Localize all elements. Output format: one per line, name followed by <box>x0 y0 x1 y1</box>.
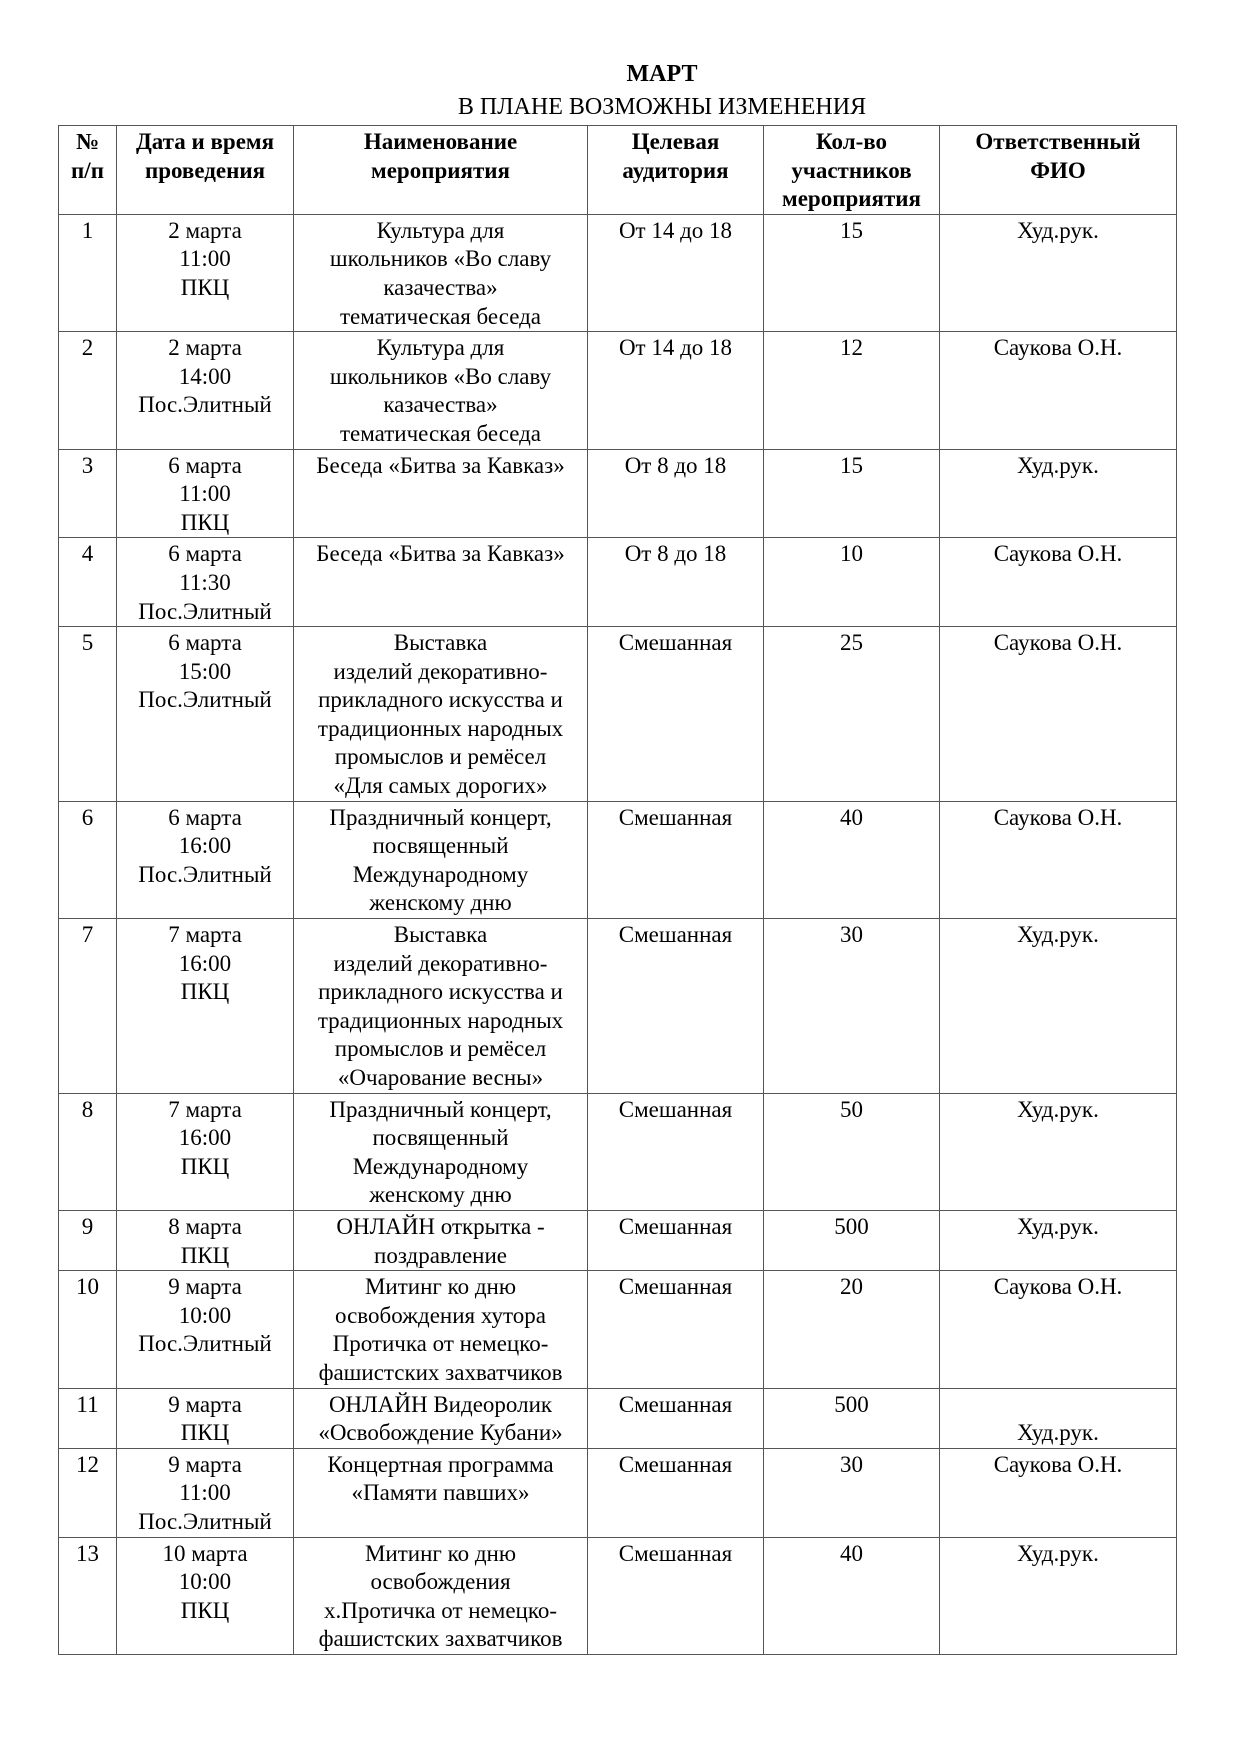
cell-number: 9 <box>59 1210 117 1270</box>
header-event-name: Наименование мероприятия <box>294 126 588 215</box>
cell-responsible: Худ.рук. <box>940 1388 1177 1448</box>
cell-responsible: Саукова О.Н. <box>940 1448 1177 1537</box>
cell-participants: 15 <box>764 214 940 331</box>
cell-date-time: 6 марта 15:00 Пос.Элитный <box>117 627 294 802</box>
cell-audience: От 14 до 18 <box>588 214 764 331</box>
cell-date-time: 8 марта ПКЦ <box>117 1210 294 1270</box>
cell-participants: 10 <box>764 538 940 627</box>
cell-responsible: Саукова О.Н. <box>940 1271 1177 1388</box>
table-row <box>59 1271 1177 1388</box>
cell-audience: Смешанная <box>588 1210 764 1270</box>
cell-event-name: Выставка изделий декоративно- прикладного искусства и традиционных народных промыслов и ремёсел «Очарование весны» <box>294 919 588 1094</box>
cell-event-name: Беседа «Битва за Кавказ» <box>294 449 588 538</box>
cell-number: 5 <box>59 627 117 802</box>
cell-responsible: Худ.рук. <box>940 449 1177 538</box>
cell-event-name: Праздничный концерт, посвященный Международному женскому дню <box>294 1093 588 1210</box>
cell-audience: Смешанная <box>588 1388 764 1448</box>
cell-responsible: Саукова О.Н. <box>940 538 1177 627</box>
cell-number: 7 <box>59 919 117 1094</box>
cell-responsible: Саукова О.Н. <box>940 332 1177 449</box>
cell-number: 1 <box>59 214 117 331</box>
cell-responsible: Худ.рук. <box>940 919 1177 1094</box>
cell-responsible: Худ.рук. <box>940 1093 1177 1210</box>
cell-event-name: Концертная программа «Памяти павших» <box>294 1448 588 1537</box>
cell-date-time: 6 марта 11:00 ПКЦ <box>117 449 294 538</box>
cell-number: 2 <box>59 332 117 449</box>
cell-event-name: Выставка изделий декоративно- прикладного искусства и традиционных народных промыслов и ремёсел «Для самых дорогих» <box>294 627 588 802</box>
cell-number: 11 <box>59 1388 117 1448</box>
table-row <box>59 801 1177 918</box>
cell-participants: 40 <box>764 801 940 918</box>
cell-date-time: 7 марта 16:00 ПКЦ <box>117 1093 294 1210</box>
cell-audience: Смешанная <box>588 1271 764 1388</box>
cell-audience: Смешанная <box>588 919 764 1094</box>
cell-date-time: 2 марта 14:00 Пос.Элитный <box>117 332 294 449</box>
cell-number: 4 <box>59 538 117 627</box>
cell-participants: 500 <box>764 1388 940 1448</box>
table-row <box>59 1448 1177 1537</box>
header-participants: Кол-во участников мероприятия <box>764 126 940 215</box>
table-row <box>59 1210 1177 1270</box>
table-row <box>59 1093 1177 1210</box>
table-row <box>59 627 1177 802</box>
cell-event-name: Митинг ко дню освобождения х.Протичка от немецко- фашистских захватчиков <box>294 1537 588 1654</box>
cell-participants: 500 <box>764 1210 940 1270</box>
cell-number: 10 <box>59 1271 117 1388</box>
header-responsible: Ответственный ФИО <box>940 126 1177 215</box>
table-row <box>59 919 1177 1094</box>
cell-date-time: 9 марта ПКЦ <box>117 1388 294 1448</box>
cell-responsible: Саукова О.Н. <box>940 627 1177 802</box>
cell-audience: От 8 до 18 <box>588 449 764 538</box>
cell-participants: 40 <box>764 1537 940 1654</box>
table-row <box>59 538 1177 627</box>
cell-number: 12 <box>59 1448 117 1537</box>
table-header-row <box>59 126 1177 215</box>
cell-audience: Смешанная <box>588 801 764 918</box>
page-subtitle: В ПЛАНЕ ВОЗМОЖНЫ ИЗМЕНЕНИЯ <box>457 94 867 120</box>
cell-event-name: Беседа «Битва за Кавказ» <box>294 538 588 627</box>
cell-number: 6 <box>59 801 117 918</box>
cell-participants: 15 <box>764 449 940 538</box>
cell-audience: Смешанная <box>588 627 764 802</box>
table-row <box>59 332 1177 449</box>
cell-participants: 12 <box>764 332 940 449</box>
cell-event-name: ОНЛАЙН Видеоролик «Освобождение Кубани» <box>294 1388 588 1448</box>
cell-responsible: Саукова О.Н. <box>940 801 1177 918</box>
cell-audience: От 14 до 18 <box>588 332 764 449</box>
page-title: МАРТ <box>626 61 698 87</box>
cell-participants: 30 <box>764 919 940 1094</box>
table-row <box>59 214 1177 331</box>
cell-responsible: Худ.рук. <box>940 1210 1177 1270</box>
cell-responsible: Худ.рук. <box>940 214 1177 331</box>
cell-event-name: Культура для школьников «Во славу казачества» тематическая беседа <box>294 332 588 449</box>
cell-participants: 50 <box>764 1093 940 1210</box>
cell-event-name: ОНЛАЙН открытка - поздравление <box>294 1210 588 1270</box>
cell-date-time: 7 марта 16:00 ПКЦ <box>117 919 294 1094</box>
table-row <box>59 1388 1177 1448</box>
cell-audience: Смешанная <box>588 1093 764 1210</box>
cell-date-time: 2 марта 11:00 ПКЦ <box>117 214 294 331</box>
cell-number: 13 <box>59 1537 117 1654</box>
header-audience: Целевая аудитория <box>588 126 764 215</box>
cell-number: 3 <box>59 449 117 538</box>
cell-event-name: Культура для школьников «Во славу казачества» тематическая беседа <box>294 214 588 331</box>
cell-date-time: 6 марта 16:00 Пос.Элитный <box>117 801 294 918</box>
events-table <box>58 125 1177 1655</box>
cell-date-time: 10 марта 10:00 ПКЦ <box>117 1537 294 1654</box>
header-date-time: Дата и время проведения <box>117 126 294 215</box>
cell-participants: 30 <box>764 1448 940 1537</box>
cell-number: 8 <box>59 1093 117 1210</box>
cell-audience: Смешанная <box>588 1537 764 1654</box>
cell-audience: Смешанная <box>588 1448 764 1537</box>
table-row <box>59 1537 1177 1654</box>
table-row <box>59 449 1177 538</box>
cell-date-time: 9 марта 10:00 Пос.Элитный <box>117 1271 294 1388</box>
cell-audience: От 8 до 18 <box>588 538 764 627</box>
cell-participants: 25 <box>764 627 940 802</box>
cell-event-name: Митинг ко дню освобождения хутора Протичка от немецко- фашистских захватчиков <box>294 1271 588 1388</box>
cell-responsible: Худ.рук. <box>940 1537 1177 1654</box>
header-number: № п/п <box>59 126 117 215</box>
cell-event-name: Праздничный концерт, посвященный Международному женскому дню <box>294 801 588 918</box>
cell-participants: 20 <box>764 1271 940 1388</box>
cell-date-time: 6 марта 11:30 Пос.Элитный <box>117 538 294 627</box>
cell-date-time: 9 марта 11:00 Пос.Элитный <box>117 1448 294 1537</box>
